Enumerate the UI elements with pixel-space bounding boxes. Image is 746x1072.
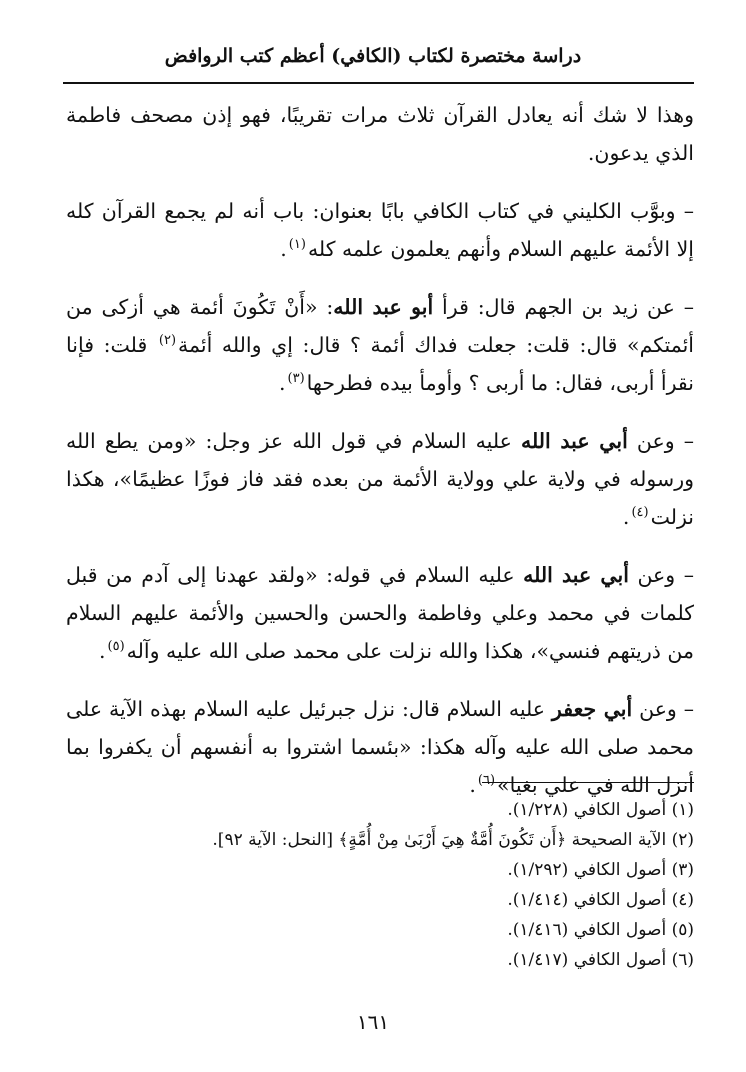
- paragraph-3-lead: – عن زيد بن الجهم قال: قرأ: [433, 295, 694, 319]
- paragraph-4: – وعن أبي عبد الله عليه السلام في قول الله عز وجل: «ومن يطع الله ورسوله في ولاية علي وولاية الأئمة من بعده فقد فاز فوزًا عظيمًا»، هكذا نزلت$^{(٤)}$.: [66, 429, 694, 529]
- footnote-4: (٤) أصول الكافي (١/٤١٤).: [507, 890, 694, 910]
- footnote-ref-3: (٣): [287, 371, 305, 387]
- header-rule: [63, 82, 694, 84]
- footnote-ref-4: (٤): [631, 505, 649, 521]
- paragraph-3-text: : «أَنْ تَكُونَ أئمة هي أزكى من أئمتكم» قال: قلت: جعلت فداك أئمة ؟ قال: إي والله أئمة: [66, 295, 694, 357]
- footnote-1: (١) أصول الكافي (١/٢٢٨).: [507, 800, 694, 820]
- paragraph-5: – وعن أبي عبد الله عليه السلام في قوله: «ولقد عهدنا إلى آدم من قبل كلمات في محمد وعلي وفاطمة والحسن والحسين والأئمة عليهم السلام من ذريتهم فنسي»، هكذا والله نزلت على محمد صلى الله عليه وآله$^{(٥)}$.: [66, 563, 694, 663]
- paragraph-1: وهذا لا شك أنه يعادل القرآن ثلاث مرات تقريبًا، فهو إذن مصحف فاطمة الذي يدعون.: [66, 103, 694, 165]
- footnote-3: (٣) أصول الكافي (١/٢٩٢).: [507, 860, 694, 880]
- paragraph-2-text: – وبوَّب الكليني في كتاب الكافي بابًا بعنوان: باب أنه لم يجمع القرآن كله إلا الأئمة عليهم السلام وأنهم يعلمون علمه كله: [66, 199, 694, 261]
- paragraph-6-text: عليه السلام قال: نزل جبرئيل عليه السلام بهذه الآية على محمد صلى الله عليه وآله هكذا: «بئسما اشتروا به أنفسهم أن يكفروا بما أنزل الله في علي بغيا»: [66, 697, 694, 797]
- paragraph-6-lead: – وعن: [632, 697, 694, 721]
- paragraph-5-lead: – وعن: [628, 563, 694, 587]
- footnote-rule: [482, 782, 694, 783]
- paragraph-2: – وبوَّب الكليني في كتاب الكافي بابًا بعنوان: باب أنه لم يجمع القرآن كله إلا الأئمة عليهم السلام وأنهم يعلمون علمه كله$^{(١)}$.: [66, 199, 694, 261]
- page-number: ١٦١: [356, 1010, 390, 1034]
- footnote-6: (٦) أصول الكافي (١/٤١٧).: [507, 950, 694, 970]
- footnote-ref-1: (١): [288, 237, 306, 253]
- footnotes: [66, 795, 694, 975]
- footnote-ref-6: (٦): [477, 773, 496, 789]
- paragraph-3: – عن زيد بن الجهم قال: قرأ أبو عبد الله: «أَنْ تَكُونَ أئمة هي أزكى من أئمتكم» قال: قلت: جعلت فداك أئمة ؟ قال: إي والله أئمة$^{(٢)}$ قلت: فإنا نقرأ أربى، فقال: ما أربى ؟ وأومأ بيده فطرحها$^{(٣)}$.: [66, 295, 694, 395]
- paragraph-4-text: عليه السلام في قول الله عز وجل: «ومن يطع الله ورسوله في ولاية علي وولاية الأئمة من بعده فقد فاز فوزًا عظيمًا»، هكذا نزلت: [66, 429, 694, 529]
- running-header: دراسة مختصرة لكتاب (الكافي) أعظم كتب الروافض: [164, 45, 582, 67]
- paragraph-6: – وعن أبي جعفر عليه السلام قال: نزل جبرئيل عليه السلام بهذه الآية على محمد صلى الله عليه وآله هكذا: «بئسما اشتروا به أنفسهم أن يكفروا بما أنزل الله في علي بغيا»$^{(٦)}$.: [66, 697, 694, 797]
- narrator-name: أبي عبد الله: [523, 563, 629, 587]
- footnote-5: (٥) أصول الكافي (١/٤١٦).: [507, 920, 694, 940]
- narrator-name: أبي عبد الله: [520, 429, 628, 453]
- footnote-ref-2: (٢): [158, 333, 177, 349]
- paragraph-3-tail: قلت: فإنا نقرأ أربى، فقال: ما أربى ؟ وأومأ بيده فطرحها: [66, 333, 694, 395]
- narrator-name: أبو عبد الله: [333, 295, 434, 319]
- paragraph-5-text: عليه السلام في قوله: «ولقد عهدنا إلى آدم من قبل كلمات في محمد وعلي وفاطمة والحسن والحسين والأئمة عليهم السلام من ذريتهم فنسي»، هكذا والله نزلت على محمد صلى الله عليه وآله: [66, 563, 694, 663]
- narrator-name: أبي جعفر: [551, 697, 633, 721]
- footnote-ref-5: (٥): [107, 639, 125, 655]
- paragraph-4-lead: – وعن: [627, 429, 694, 453]
- footnote-2: (٢) الآية الصحيحة ﴿أَن تَكُونَ أُمَّةٌ هِيَ أَرْبَىٰ مِنْ أُمَّةٍ﴾ [النحل: الآية ٩٢].: [212, 830, 694, 850]
- body-text: [66, 96, 694, 804]
